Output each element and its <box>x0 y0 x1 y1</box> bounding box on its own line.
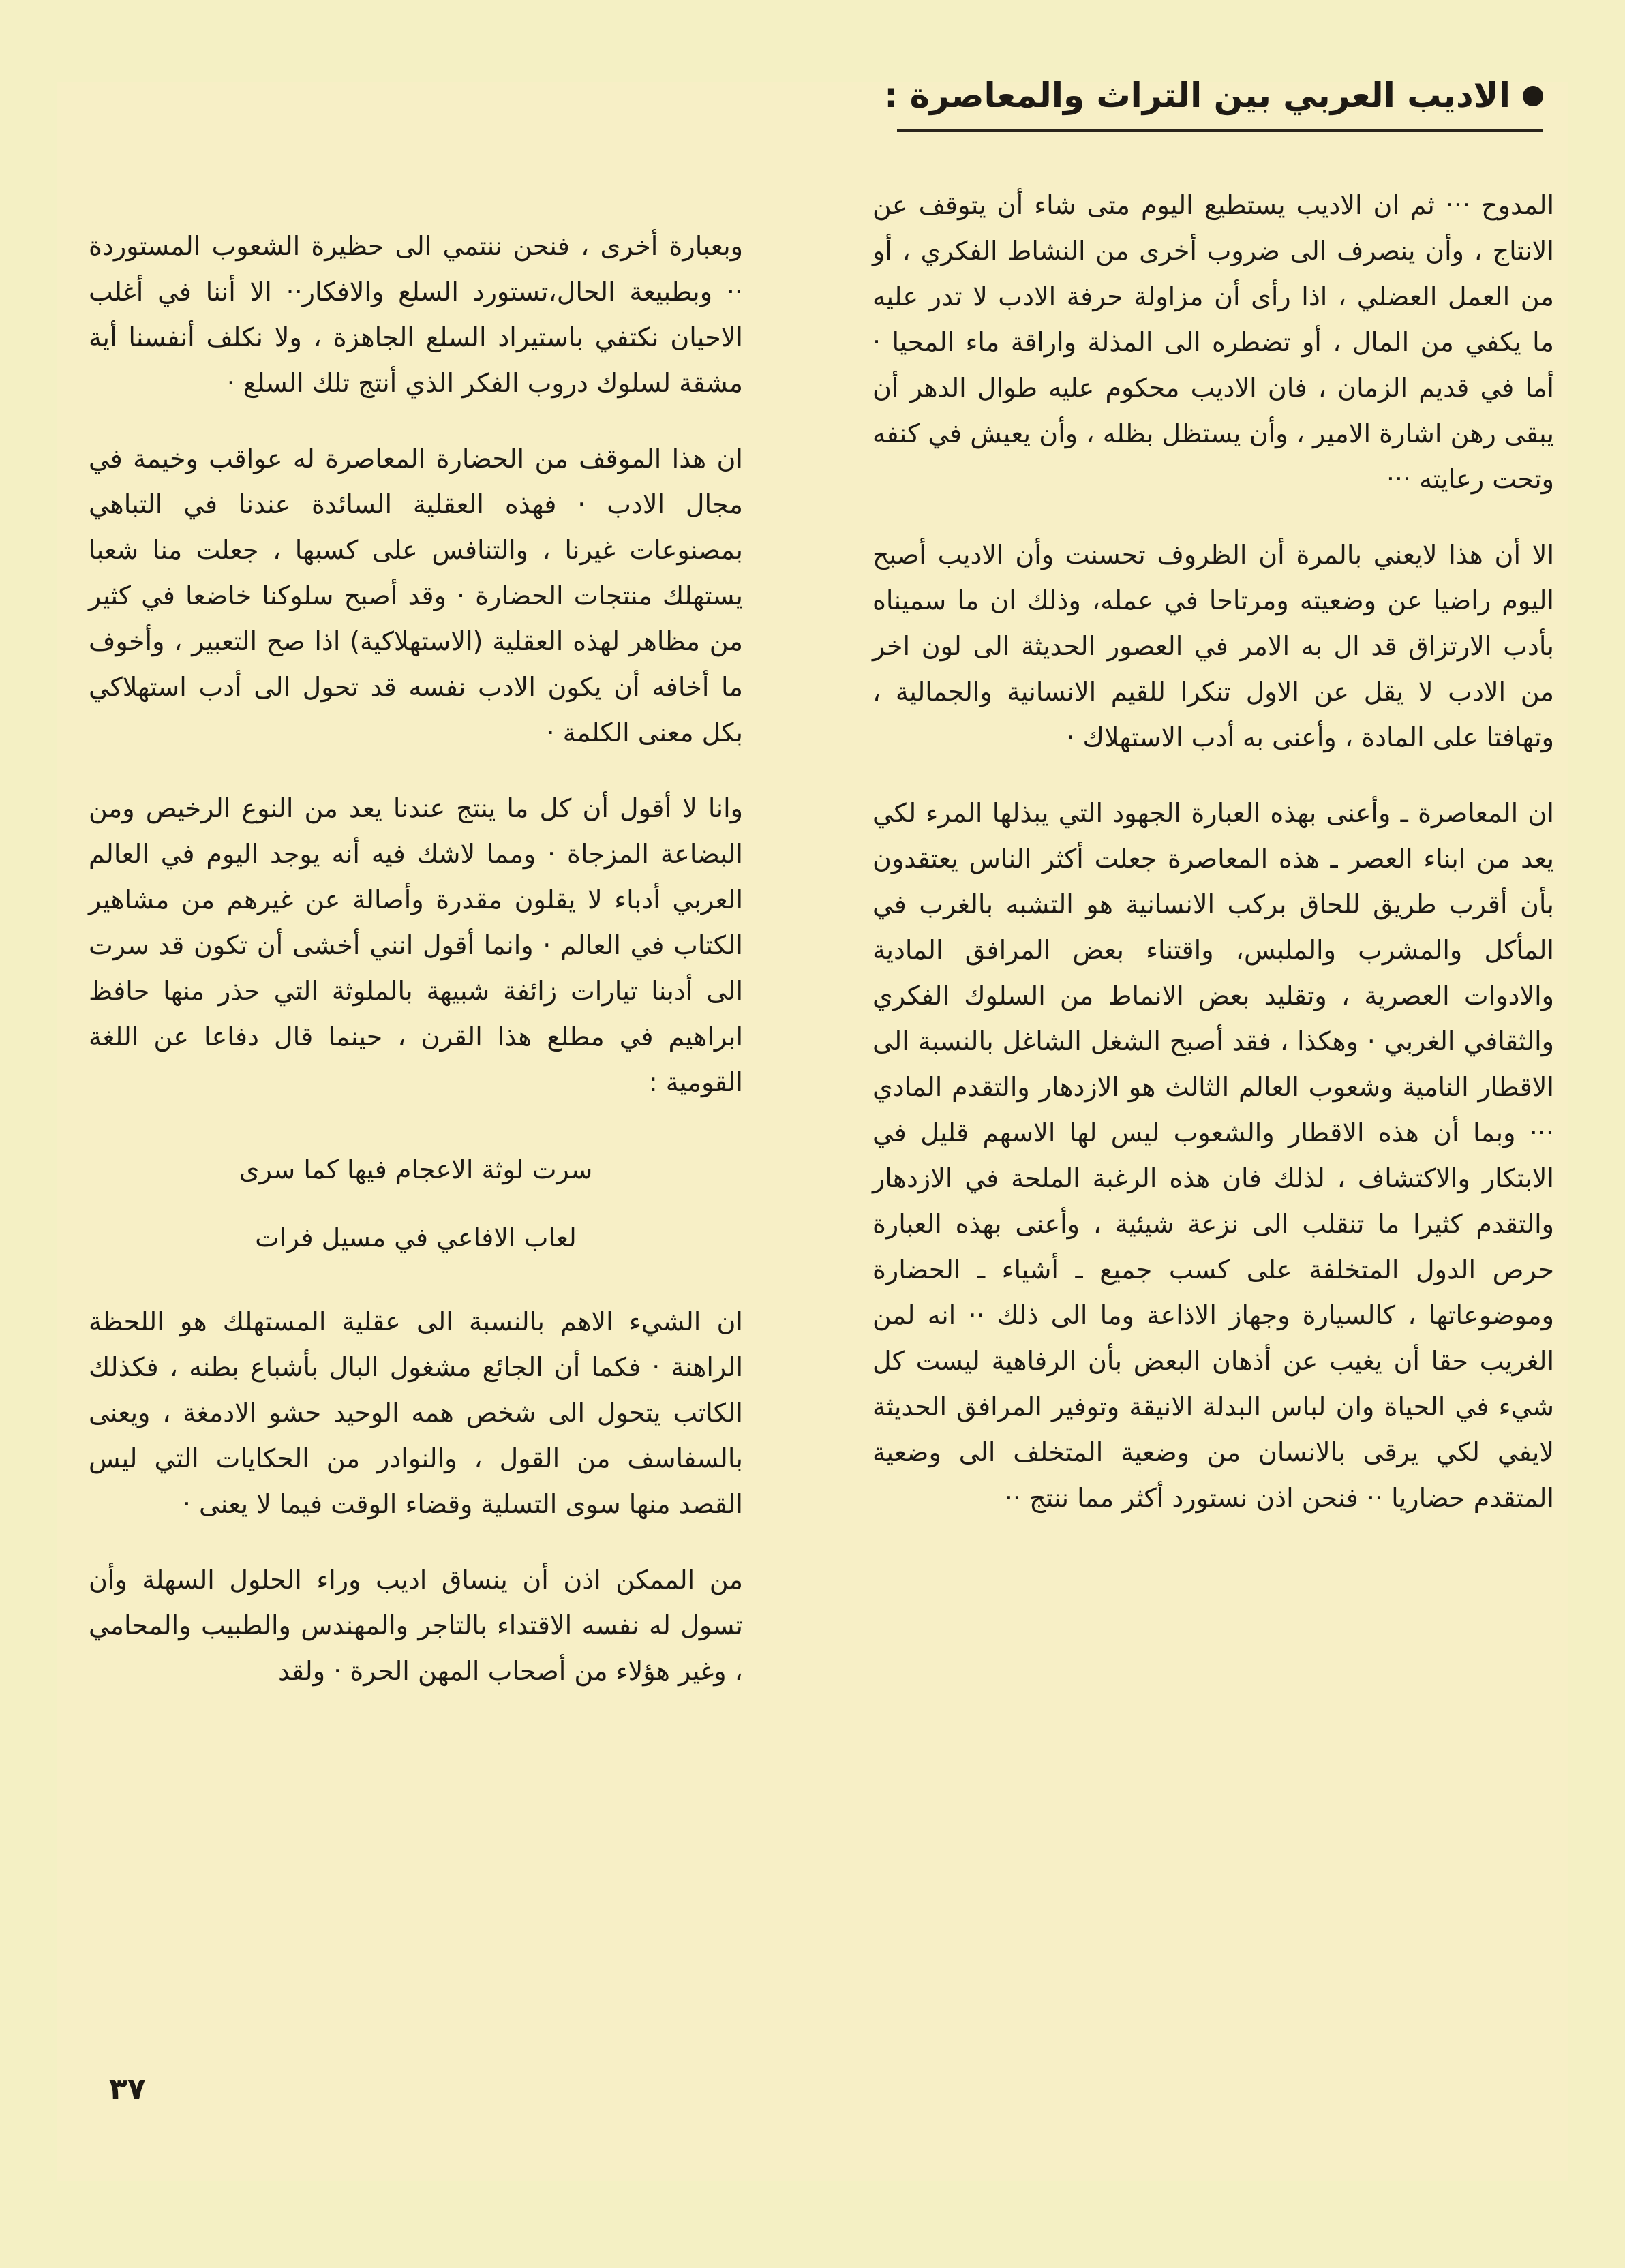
bullet-icon <box>1523 86 1543 106</box>
paragraph: ان المعاصرة ـ وأعنى بهذه العبارة الجهود التي يبذلها المرء لكي يعد من ابناء العصر ـ هذه المعاصرة جعلت أكثر الناس يعتقدون بأن أقرب طريق للحاق بركب الانسانية هو التشبه بالغرب في المأكل والمشرب والملبس، واقتناء بعض المرافق المادية والادوات العصرية ، وتقليد بعض الانماط من السلوك الفكري والثقافي الغربي · وهكذا ، فقد أصبح الشغل الشاغل بالنسبة الى الاقطار النامية وشعوب العالم الثالث هو الازدهار والتقدم المادي ··· وبما أن هذه الاقطار والشعوب ليس لها الاسهم قليل في الابتكار والاكتشاف ، لذلك فان هذه الرغبة الملحة في الازدهار والتقدم كثيرا ما تنقلب الى نزعة شيئية ، وأعنى بهذه العبارة حرص الدول المتخلفة على كسب جميع ـ أشياء ـ الحضارة وموضوعاتها ، كالسيارة وجهاز الاذاعة وما الى ذلك ·· انه لمن الغريب حقا أن يغيب عن أذهان البعض بأن الرفاهية ليست كل شيء في الحياة وان لباس البدلة الانيقة وتوفير المرافق الحديثة لايفي لكي يرقى بالانسان من وضعية المتخلف الى وضعية المتقدم حضاريا ·· فنحن اذن نستورد أكثر مما ننتج ·· <box>872 798 1554 1513</box>
page-number: ٣٧ <box>109 2072 146 2106</box>
section-title: الاديب العربي بين التراث والمعاصرة : <box>884 76 1510 115</box>
paragraph: وبعبارة أخرى ، فنحن ننتمي الى حظيرة الشعوب المستوردة ·· وبطبيعة الحال،تستورد السلع والافكار·· الا أننا في أغلب الاحيان نكتفي باستيراد السلع الجاهزة ، ولا نكلف أنفسنا أية مشقة لسلوك دروب الفكر الذي أنتج تلك السلع · <box>89 231 743 398</box>
paragraph: وانا لا أقول أن كل ما ينتج عندنا يعد من النوع الرخيص ومن البضاعة المزجاة · ومما لاشك فيه أنه يوجد اليوم في العالم العربي أدباء لا يقلون مقدرة وأصالة عن غيرهم من مشاهير الكتاب في العالم · وانما أقول انني أخشى أن تكون قد سرت الى أدبنا تيارات زائفة شبيهة بالملوثة التي حذر منها حافظ ابراهيم في مطلع هذا القرن ، حينما قال دفاعا عن اللغة القومية : <box>89 793 743 1097</box>
poem-line: سرت لوثة الاعجام فيها كما سرى <box>239 1154 593 1184</box>
paragraph: المدوح ··· ثم ان الاديب يستطيع اليوم متى شاء أن يتوقف عن الانتاج ، وأن ينصرف الى ضروب أخرى من النشاط الفكري ، أو من العمل العضلي ، اذا رأى أن مزاولة حرفة الادب لا تدر عليه ما يكفي من المال ، أو تضطره الى المذلة واراقة ماء المحيا · أما في قديم الزمان ، فان الاديب محكوم عليه طوال الدهر أن يبقى رهن اشارة الامير ، وأن يستظل بظله ، وأن يعيش في كنفه وتحت رعايته ··· <box>872 190 1554 494</box>
paragraph: من الممكن اذن أن ينساق اديب وراء الحلول السهلة وأن تسول له نفسه الاقتداء بالتاجر والمهندس والطبيب والمحامي ، وغير هؤلاء من أصحاب المهن الحرة · ولقد <box>89 1565 743 1686</box>
paragraph: ان الشيء الاهم بالنسبة الى عقلية المستهلك هو اللحظة الراهنة · فكما أن الجائع مشغول البال بأشباع بطنه ، فكذلك الكاتب يتحول الى شخص همه الوحيد حشو الادمغة ، ويعنى بالسفاسف من القول ، والنوادر من الحكايات التي ليس القصد منها سوى التسلية وقضاء الوقت فيما لا يعنى · <box>89 1306 743 1519</box>
poem-quote <box>89 1135 743 1272</box>
right-column <box>872 183 1554 1551</box>
poem-line: لعاب الافاعي في مسيل فرات <box>255 1223 577 1253</box>
section-header <box>884 63 1543 132</box>
left-column <box>89 224 743 1724</box>
paragraph: الا أن هذا لايعني بالمرة أن الظروف تحسنت وأن الاديب أصبح اليوم راضيا عن وضعيته ومرتاحا في عمله، وذلك ان ما سميناه بأدب الارتزاق قد ال به الامر في العصور الحديثة الى لون اخر من الادب لا يقل عن الاول تنكرا للقيم الانسانية والجمالية ، وتهافتا على المادة ، وأعنى به أدب الاستهلاك · <box>872 540 1554 752</box>
paragraph: ان هذا الموقف من الحضارة المعاصرة له عواقب وخيمة في مجال الادب · فهذه العقلية السائدة عندنا في التباهي بمصنوعات غيرنا ، والتنافس على كسبها ، جعلت منا شعبا يستهلك منتجات الحضارة · وقد أصبح سلوكنا خاضعا في كثير من مظاهر لهذه العقلية (الاستهلاكية) اذا صح التعبير ، وأخوف ما أخافه أن يكون الادب نفسه قد تحول الى أدب استهلاكي بكل معنى الكلمة · <box>89 444 743 748</box>
